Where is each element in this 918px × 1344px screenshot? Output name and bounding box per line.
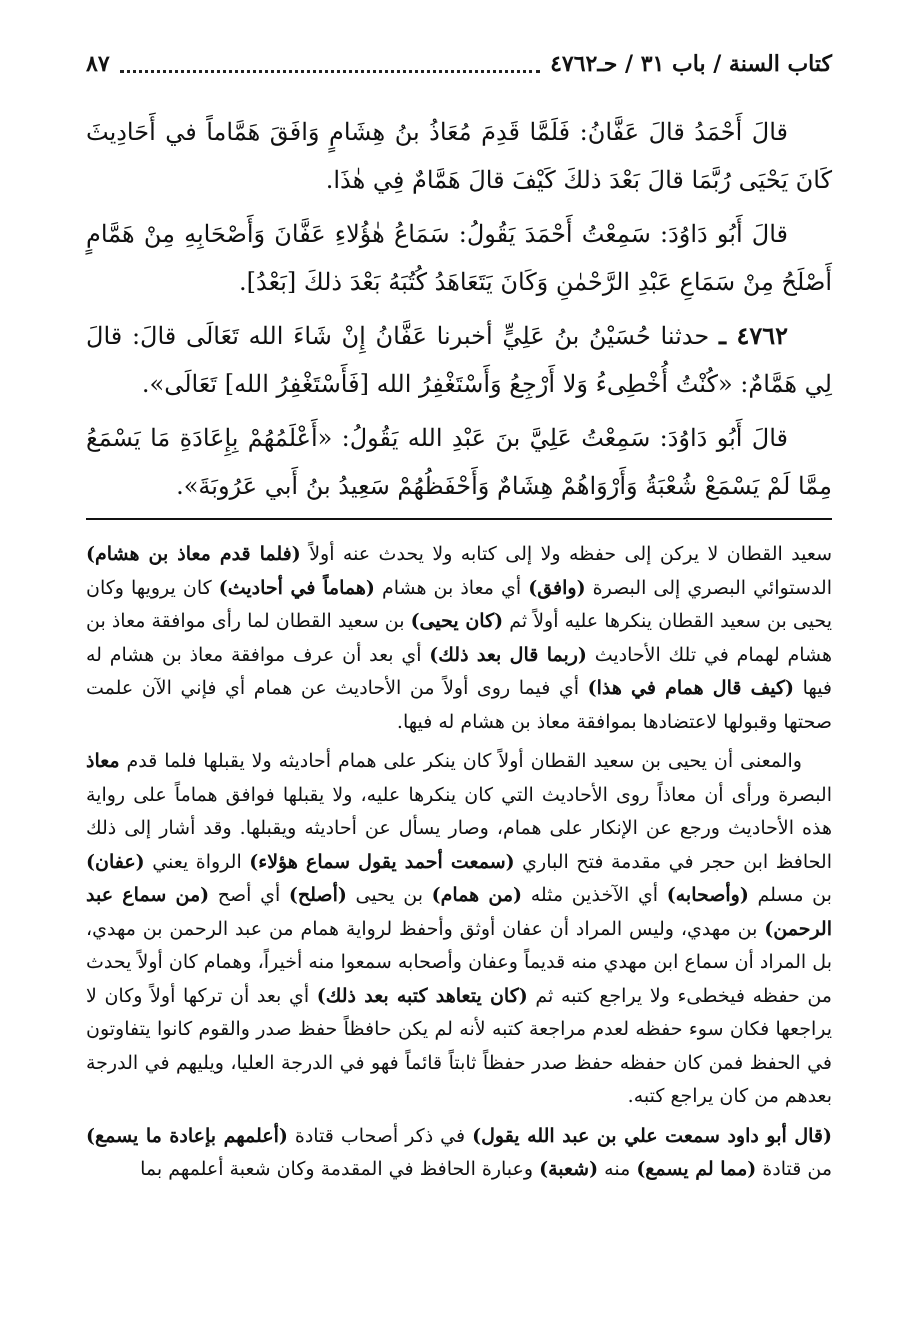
commentary-text: أي بعد أن عرف موافقة معاذ بن هشام له فيها (86, 643, 833, 699)
quoted-phrase: (فلما قدم معاذ بن هشام) (86, 543, 301, 565)
commentary-text: أي الآخذين مثله (530, 884, 659, 906)
commentary-text: كان يرويها وكان يحيى بن سعيد القطان ينكرها عليه أولاً ثم (86, 576, 832, 632)
quoted-phrase: (كان يحيى) (410, 610, 504, 632)
commentary-text: بن مسلم (757, 884, 832, 906)
commentary-paragraph-3 (86, 1120, 832, 1187)
quoted-phrase: (عفان) (86, 850, 145, 873)
commentary-text: بن مهدي، وليس المراد أن عفان أوثق وأحفظ لرواية همام من عبد الرحمن بن مهدي، بل المراد أن سماع ابن مهدي منه قديماً وعفان وأصحابه سمعوا منه أخيراً، وهمام كان أولاً يحدث من حفظه فيخطىء ولا يراجع كتبه ثم (86, 917, 832, 1007)
commentary (86, 538, 832, 1193)
matn-paragraph-3-text: حدثنا حُسَيْنُ بنُ عَلِيٍّ أخبرنا عَفَّانُ إِنْ شَاءَ الله تَعَالَى قالَ: قالَ لِي هَمَّامٌ: «كُنْتُ أُخْطِىءُ وَلا أَرْجِعُ وَأَسْتَغْفِرُ الله [فَأَسْتَغْفِرُ الله] تَعَالَى». (86, 322, 832, 398)
matn-paragraph-1: قالَ أَحْمَدُ قالَ عَفَّانُ: فَلَمَّا قَدِمَ مُعَاذُ بنُ هِشَامٍ وَافَقَ هَمَّاماً في أَحَادِيثَ كَانَ يَحْيَى رُبَّمَا قالَ بَعْدَ ذلكَ كَيْفَ قالَ هَمَّامٌ فِي هٰذَا. (86, 118, 832, 194)
commentary-text: الرواة يعني (152, 850, 242, 873)
quoted-phrase: (قال أبو داود سمعت علي بن عبد الله يقول) (472, 1124, 832, 1147)
commentary-text: أي فيما روى أولاً من الأحاديث عن همام أي فإني الآن علمت صحتها وقبولها لاعتضادها بموافقة معاذ بن هشام له فيها. (86, 677, 832, 733)
matn-paragraph-2: قالَ أَبُو دَاوُدَ: سَمِعْتُ أَحْمَدَ يَقُولُ: سَمَاعُ هٰؤُلاءِ عَفَّانَ وَأَصْحَابِهِ مِنْ هَمَّامٍ أَصْلَحُ مِنْ سَمَاعِ عَبْدِ الرَّحْمٰنِ وَكَانَ يَتَعَاهَدُ كُتُبَهُ بَعْدَ ذلكَ [بَعْدُ]. (86, 220, 832, 296)
hadith-number: ٤٧٦٢ ـ (718, 321, 788, 350)
header-dot-leader (120, 56, 540, 73)
page-header (86, 46, 832, 82)
quoted-phrase: (سمعت أحمد يقول سماع هؤلاء) (249, 850, 515, 873)
quoted-phrase: (أصلح) (288, 884, 347, 906)
quoted-phrase: (من سماع عبد الرحمن) (86, 884, 832, 940)
footnote-divider (86, 518, 832, 520)
commentary-text: وعبارة الحافظ في المقدمة وكان شعبة أعلمهم بما (140, 1158, 534, 1180)
commentary-paragraph-1 (86, 538, 832, 739)
quoted-phrase: (وافق) (528, 576, 586, 599)
matn-paragraph-3 (86, 312, 832, 408)
quoted-phrase: (أعلمهم بإعادة ما يسمع) (86, 1124, 288, 1147)
quoted-phrase: (ربما قال بعد ذلك) (429, 643, 587, 666)
commentary-text: منه (604, 1158, 631, 1180)
commentary-text: والمعنى أن يحيى بن سعيد القطان أولاً كان ينكر على همام أحاديثه ولا يقبلها فلما قدم (126, 750, 802, 772)
commentary-text: سعيد القطان لا يركن إلى حفظه ولا إلى كتابه ولا يحدث عنه أولاً (309, 543, 832, 565)
quoted-phrase: (كيف قال همام في هذا) (587, 677, 795, 699)
quoted-phrase: (شعبة) (539, 1158, 599, 1180)
quoted-phrase: (وأصحابه) (666, 884, 749, 906)
hadith-text (86, 108, 832, 516)
commentary-text: في ذكر أصحاب قتادة (294, 1124, 466, 1147)
commentary-text: بن سعيد القطان لما رأى موافقة معاذ بن هشام لهمام في تلك الأحاديث (86, 610, 832, 666)
quoted-phrase: (مما لم يسمع) (636, 1158, 757, 1180)
commentary-text: أي أصح (217, 884, 281, 906)
quoted-phrase: (هماماً في أحاديث) (218, 576, 375, 599)
commentary-text: الدستوائي البصري إلى البصرة (592, 576, 832, 599)
commentary-text: بن يحيى (355, 884, 423, 906)
quoted-phrase: (كان يتعاهد كتبه بعد ذلك) (316, 984, 528, 1007)
commentary-text: أي بعد أن تركها أولاً وكان لا يراجعها فكان سوء حفظه لعدم مراجعة كتبه لأنه لم يكن حافظاً حفظ صدر والقوم كانوا يتفاوتون في الحفظ فمن كان حفظه حفظ صدر حفظاً ثابتاً قائماً فهو في الدرجة العليا، ويليهم في الدرجة بعدهم من كان يراجع كتبه. (86, 984, 832, 1107)
commentary-paragraph-2 (86, 745, 832, 1114)
commentary-text: البصرة ورأى أن معاذاً روى الأحاديث التي كان ينكرها عليه، ولا يقبلها فوافق هماماً على رواية هذه الأحاديث ورجع عن الإنكار على همام، وصار يسأل عن أحاديثه ويقبلها. وقد أشار إلى ذلك الحافظ ابن حجر في مقدمة فتح الباري (86, 783, 832, 873)
matn-paragraph-4: قالَ أَبُو دَاوُدَ: سَمِعْتُ عَلِيَّ بنَ عَبْدِ الله يَقُولُ: «أَعْلَمُهُمْ بِإِعَادَةِ مَا يَسْمَعُ مِمَّا لَمْ يَسْمَعْ شُعْبَةُ وَأَرْوَاهُمْ هِشَامٌ وَأَحْفَظُهُمْ سَعِيدُ بنُ أَبي عَرُوبَةَ». (86, 424, 832, 500)
commentary-text: أي معاذ بن هشام (381, 576, 522, 599)
quoted-phrase: (من همام) (431, 884, 523, 906)
running-title: كتاب السنة / باب ٣١ / حـ٤٧٦٢ (550, 51, 832, 77)
commentary-text: من قتادة (762, 1158, 832, 1180)
quoted-phrase: معاذ (86, 750, 120, 772)
page-number: ٨٧ (86, 51, 110, 77)
